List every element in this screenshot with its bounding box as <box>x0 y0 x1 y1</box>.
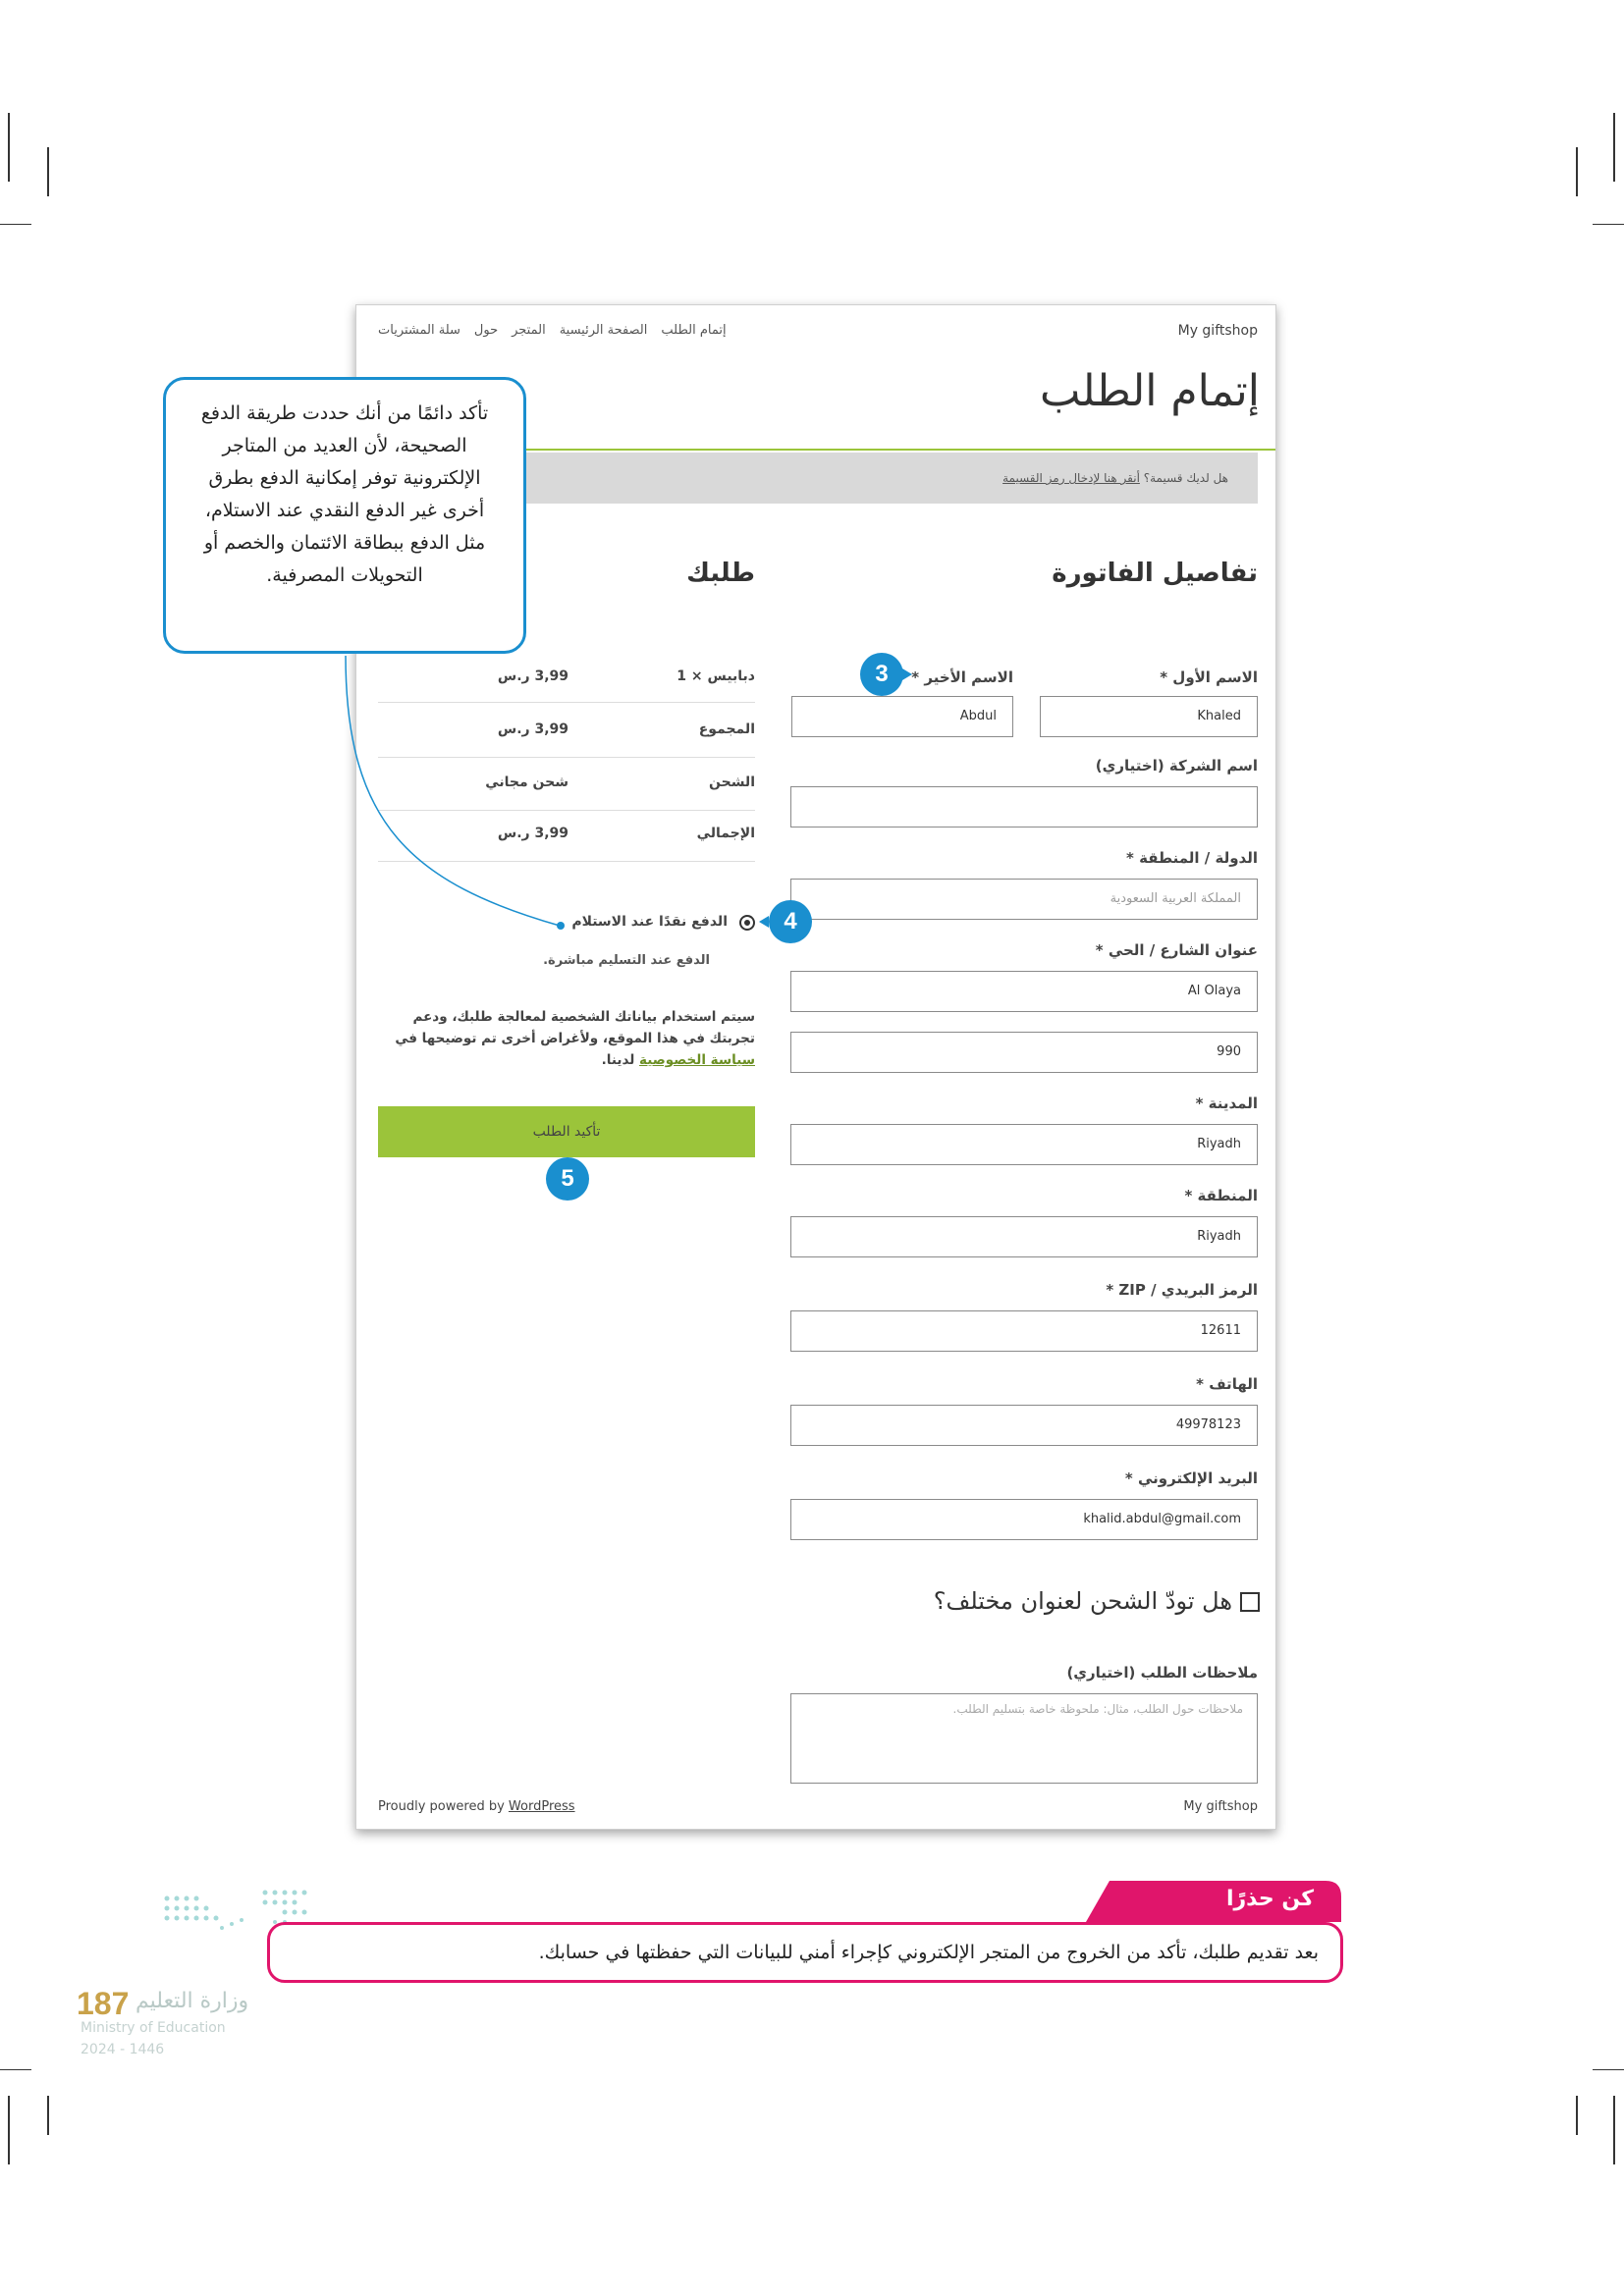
company-input[interactable] <box>790 786 1258 828</box>
payment-radio-dot <box>744 920 750 926</box>
subtotal-value: 3,99 ر.س <box>497 721 568 737</box>
badge-3-pointer <box>902 668 912 680</box>
coupon-link[interactable]: أنقر هنا لإدخال رمز القسيمة <box>1002 471 1140 485</box>
powered-by <box>378 1799 575 1814</box>
warning-title: كن حذرًا <box>1225 1887 1314 1911</box>
order-item-price: 3,99 ر.س <box>497 668 568 684</box>
region-label: المنطقة * <box>1184 1187 1258 1204</box>
phone-input[interactable]: 49978123 <box>790 1405 1258 1446</box>
summary-divider <box>378 702 755 703</box>
confirm-order-button[interactable]: تأكيد الطلب <box>378 1106 755 1157</box>
notes-placeholder: ملاحظات حول الطلب، مثال: ملحوظة خاصة بتسليم الطلب. <box>952 1702 1243 1716</box>
order-heading: طلبك <box>686 559 755 588</box>
crop-mark <box>1576 147 1578 196</box>
crop-mark <box>47 147 49 196</box>
summary-divider <box>378 861 755 862</box>
site-name[interactable]: My giftshop <box>1177 323 1258 339</box>
crop-mark <box>1576 2096 1578 2135</box>
ship-different-row[interactable] <box>934 1587 1260 1615</box>
payment-tip-callout <box>163 377 526 654</box>
zip-input[interactable]: 12611 <box>790 1310 1258 1352</box>
wordpress-link[interactable]: WordPress <box>508 1799 575 1814</box>
email-input[interactable]: khalid.abdul@gmail.com <box>790 1499 1258 1540</box>
shipping-label: الشحن <box>709 774 755 790</box>
crop-mark <box>1613 2096 1615 2164</box>
crop-mark <box>1613 113 1615 182</box>
crop-mark <box>8 2096 10 2164</box>
warning-tab <box>1086 1881 1341 1922</box>
warning-text: بعد تقديم طلبك، تأكد من الخروج من المتجر الإلكتروني كإجراء أمني للبيانات التي حفظتها في حسابك. <box>538 1942 1319 1963</box>
step-badge-3: 3 <box>860 653 903 696</box>
region-input[interactable]: Riyadh <box>790 1216 1258 1257</box>
privacy-notice <box>378 1006 755 1071</box>
street2-input[interactable]: 990 <box>790 1032 1258 1073</box>
step-badge-4: 4 <box>769 900 812 943</box>
notes-label: ملاحظات الطلب (اختياري) <box>1066 1664 1258 1682</box>
step-badge-5: 5 <box>546 1157 589 1201</box>
notes-textarea[interactable] <box>790 1693 1258 1784</box>
page-year: 2024 - 1446 <box>81 2042 165 2057</box>
privacy-text: سيتم استخدام بياناتك الشخصية لمعالجة طلبك، ودعم تجربتك في هذا الموقع، ولأغراض أخرى تم توضيحها في <box>395 1009 755 1046</box>
nav-checkout[interactable]: إتمام الطلب <box>661 323 727 338</box>
nav-about[interactable]: حول <box>473 323 499 338</box>
first-name-input[interactable]: Khaled <box>1040 696 1258 737</box>
phone-label: الهاتف * <box>1196 1375 1258 1393</box>
billing-heading: تفاصيل الفاتورة <box>1052 559 1258 588</box>
subtotal-label: المجموع <box>698 721 755 737</box>
crop-mark <box>1593 224 1624 225</box>
last-name-label: الاسم الأخير * <box>911 668 1013 686</box>
first-name-label: الاسم الأول * <box>1160 668 1258 686</box>
privacy-link[interactable]: سياسة الخصوصية <box>639 1052 755 1068</box>
total-label: الإجمالي <box>696 826 755 841</box>
total-value: 3,99 ر.س <box>497 826 568 841</box>
payment-method-label[interactable]: الدفع نقدًا عند الاستلام <box>571 914 728 930</box>
site-nav <box>378 323 727 338</box>
ministry-name-en: Ministry of Education <box>81 2020 226 2036</box>
crop-mark <box>0 2069 31 2070</box>
nav-home[interactable]: الصفحة الرئيسية <box>559 323 648 338</box>
payment-radio[interactable] <box>739 915 755 931</box>
ministry-name-ar: وزارة التعليم <box>135 1989 249 2013</box>
crop-mark <box>47 2096 49 2135</box>
privacy-suffix: لدينا. <box>601 1052 635 1068</box>
crop-mark <box>0 224 31 225</box>
shipping-value: شحن مجاني <box>485 774 568 790</box>
ship-different-checkbox[interactable] <box>1240 1592 1260 1612</box>
order-item-name: دبابيس × 1 <box>677 668 755 684</box>
nav-shop[interactable]: المتجر <box>512 323 546 338</box>
last-name-input[interactable]: Abdul <box>791 696 1013 737</box>
street-input[interactable]: Al Olaya <box>790 971 1258 1012</box>
city-label: المدينة * <box>1195 1095 1258 1112</box>
country-value: المملكة العربية السعودية <box>1110 891 1241 906</box>
city-input[interactable]: Riyadh <box>790 1124 1258 1165</box>
powered-text: Proudly powered by <box>378 1799 505 1814</box>
crop-mark <box>1593 2069 1624 2070</box>
ship-different-label: هل تودّ الشحن لعنوان مختلف؟ <box>933 1587 1232 1615</box>
summary-divider <box>378 757 755 758</box>
country-label: الدولة / المنطقة * <box>1126 849 1258 867</box>
company-label: اسم الشركة (اختياري) <box>1095 757 1258 774</box>
page-number: 187 <box>77 1986 130 2021</box>
callout-text: تأكد دائمًا من أنك حددت طريقة الدفع الصحيحة، لأن العديد من المتاجر الإلكترونية توفر إمكانية الدفع بطرق أخرى غير الدفع النقدي عند الاستلام، مثل الدفع ببطاقة الائتمان والخصم أو التحويلات المصرفية. <box>200 402 489 586</box>
summary-divider <box>378 810 755 811</box>
nav-cart[interactable]: سلة المشتريات <box>378 323 460 338</box>
country-select[interactable] <box>790 879 1258 920</box>
crop-mark <box>8 113 10 182</box>
email-label: البريد الإلكتروني * <box>1124 1469 1258 1487</box>
coupon-question: هل لديك قسيمة؟ <box>1143 471 1228 485</box>
page-title: إتمام الطلب <box>1039 366 1260 416</box>
badge-4-pointer <box>759 916 769 928</box>
warning-box <box>267 1922 1343 1983</box>
footer-site-name[interactable]: My giftshop <box>1183 1799 1258 1814</box>
zip-label: الرمز البريدي / ZIP * <box>1106 1281 1258 1299</box>
street-label: عنوان الشارع / الحي * <box>1095 941 1258 959</box>
payment-description: الدفع عند التسليم مباشرة. <box>543 953 710 968</box>
